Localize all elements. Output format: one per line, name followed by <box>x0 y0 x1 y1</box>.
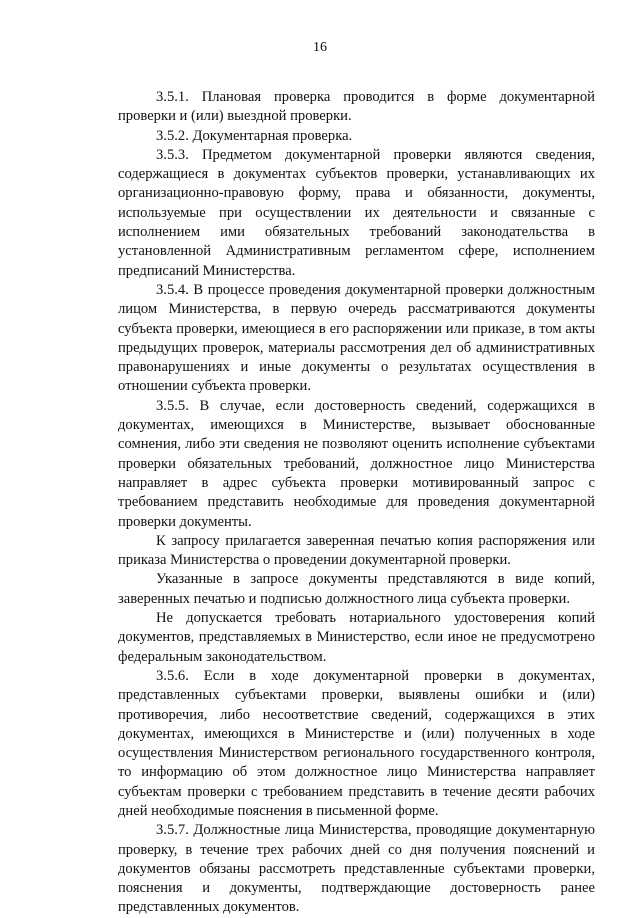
paragraph-3-5-4: 3.5.4. В процессе проведения документарной проверки должностным лицом Министерства, в первую очередь рассматриваются документы субъекта проверки, имеющиеся в его распоряжении или приказе, в том акты предыдущих проверок, материалы рассмотрения дел об административных правонарушениях и иные документы о результатах осуществления в отношении субъекта проверки. <box>118 281 595 395</box>
paragraph-3-5-7: 3.5.7. Должностные лица Министерства, проводящие документарную проверку, в течение трех рабочих дней со дня получения пояснений и документов обязаны рассмотреть представленные субъектами проверки, пояснения и документы, подтверждающие достоверность ранее представленных документов. <box>118 822 595 916</box>
paragraph-documents-copies: Указанные в запросе документы представляются в виде копий, заверенных печатью и подписью должностного лица субъекта проверки. <box>118 571 595 607</box>
paragraph-3-5-5: 3.5.5. В случае, если достоверность сведений, содержащихся в документах, имеющихся в Министерстве, вызывает обоснованные сомнения, либо эти сведения не позволяют оценить исполнение субъектами проверки обязательных требований, должностное лицо Министерства направляет в адрес субъекта проверки мотивированный запрос с требованием представить необходимые для проведения документарной проверки документы. <box>118 397 595 530</box>
paragraph-request-attachment: К запросу прилагается заверенная печатью копия распоряжения или приказа Министерства о проведении документарной проверки. <box>118 532 595 569</box>
paragraph-notarial-prohibition: Не допускается требовать нотариального удостоверения копий документов, представляемых в Министерство, если иное не предусмотрено федеральным законодательством. <box>118 610 595 665</box>
paragraph-3-5-2: 3.5.2. Документарная проверка. <box>156 127 353 144</box>
paragraph-3-5-3: 3.5.3. Предметом документарной проверки являются сведения, содержащиеся в документах субъектов проверки, устанавливающих их организационно-правовую форму, права и обязанности, документы, используемые при осуществлении их деятельности и связанные с исполнением ими обязательных требований законодательства в установленной Административным регламентом сфере, исполнением предписаний Министерства. <box>118 146 595 279</box>
document-body <box>118 88 595 918</box>
page-number: 16 <box>313 40 327 55</box>
paragraph-3-5-1: 3.5.1. Плановая проверка проводится в форме документарной проверки и (или) выездной проверки. <box>118 89 595 125</box>
paragraph-3-5-6: 3.5.6. Если в ходе документарной проверки в документах, представленных субъектами проверки, выявлены ошибки и (или) противоречия, либо несоответствие сведений, содержащихся в этих документах, имеющихся в Министерстве и (или) полученных в ходе осуществления Министерством регионального государственного контроля, то информацию об этом должностное лицо Министерства направляет субъектам проверки с требованием представить в течение десяти рабочих дней необходимые пояснения в письменной форме. <box>118 667 595 819</box>
